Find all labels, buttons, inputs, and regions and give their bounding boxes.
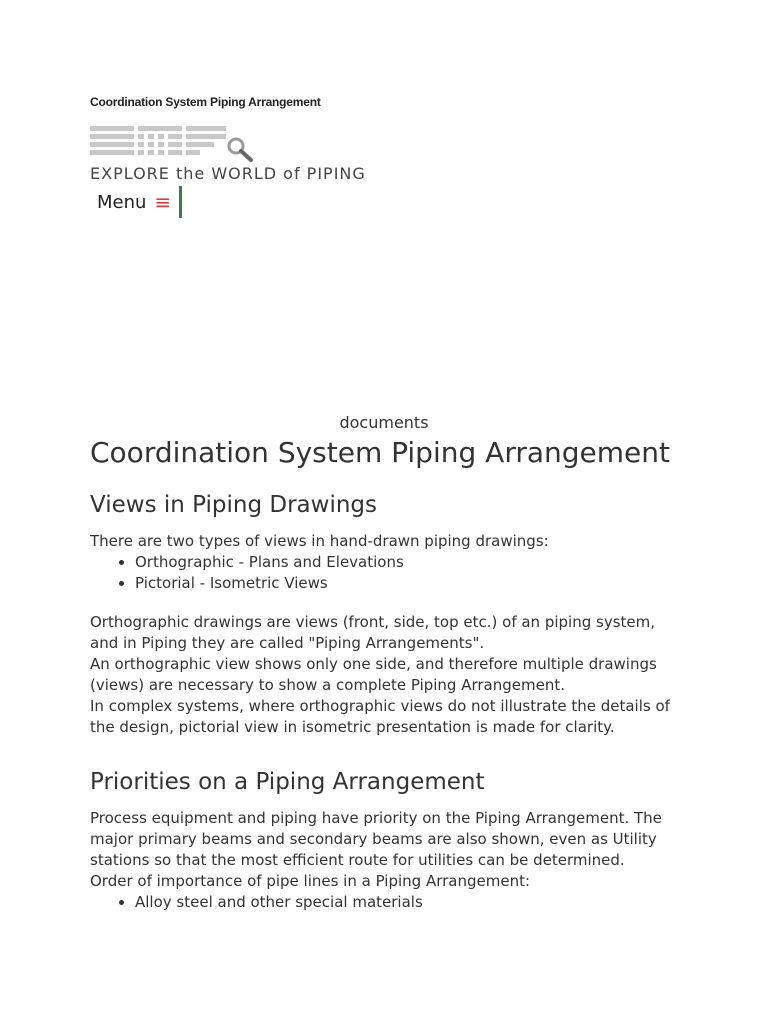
list-item: • Pictorial - Isometric Views: [135, 573, 680, 594]
doc-title: Coordination System Piping Arrangement: [90, 95, 321, 109]
site-tagline: EXPLORE the WORLD of PIPING: [90, 164, 366, 183]
section-heading-views: Views in Piping Drawings: [90, 492, 378, 518]
hamburger-icon: ≡: [154, 190, 172, 214]
section-views-body: [90, 531, 680, 594]
menu-divider: [179, 186, 182, 218]
section-heading-priorities: Priorities on a Piping Arrangement: [90, 769, 485, 795]
list-item: • Orthographic - Plans and Elevations: [135, 552, 680, 573]
paragraph: An orthographic view shows only one side, and therefore multiple drawings (views) are necessary to show a complete Piping Arrangement.: [90, 655, 657, 694]
section-intro: There are two types of views in hand-drawn piping drawings:: [90, 532, 549, 550]
site-logo[interactable]: [90, 124, 255, 162]
section-views-paragraphs: [90, 612, 680, 738]
paragraph: Order of importance of pipe lines in a Piping Arrangement:: [90, 872, 531, 890]
article-title: Coordination System Piping Arrangement: [90, 436, 670, 469]
views-list: [90, 552, 680, 594]
priorities-list: [90, 892, 680, 913]
paragraph: Orthographic drawings are views (front, side, top etc.) of an piping system, and in Piping they are called "Piping Arrangements".: [90, 613, 656, 652]
paragraph: Process equipment and piping have priority on the Piping Arrangement. The major primary beams and secondary beams are also shown, even as Utility stations so that the most efficient route for utilities can be determined.: [90, 809, 662, 869]
magnifier-icon: [229, 139, 251, 160]
menu-label: Menu: [97, 191, 147, 213]
section-priorities-body: [90, 808, 680, 913]
list-item: • Alloy steel and other special materials: [135, 892, 680, 913]
category-label[interactable]: documents: [339, 413, 429, 432]
menu-button[interactable]: [97, 186, 182, 218]
paragraph: In complex systems, where orthographic views do not illustrate the details of the design, pictorial view in isometric presentation is made for clarity.: [90, 697, 670, 736]
